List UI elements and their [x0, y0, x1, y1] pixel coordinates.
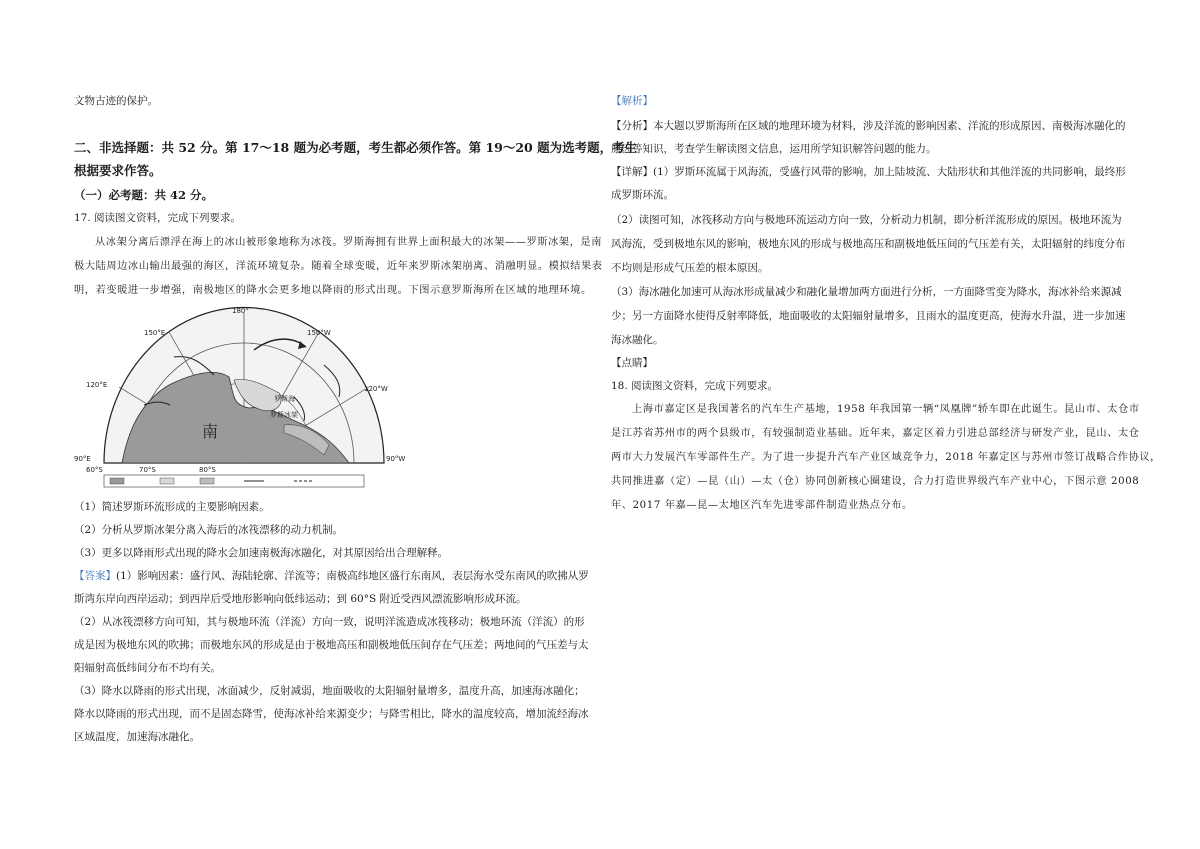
xiangjie-2-cont: 风海流，受到极地东风的影响，极地东风的形成与极地高压和副极地低压间的气压差有关，太阳辐射的纬度分布: [611, 238, 1126, 250]
question-17-1: （1）简述罗斯环流形成的主要影响因素。: [74, 501, 270, 513]
map-label-90w: 90°W: [386, 455, 406, 463]
xiangjie-2: （2）读图可知，冰筏移动方向与极地环流运动方向一致，分析动力机制，即分析洋流形成的原因。极地环流为: [611, 214, 1122, 226]
dianjing-tag: 【点睛】: [611, 357, 653, 369]
text-line: 文物古迹的保护。: [74, 95, 158, 107]
map-label-continent: 南: [202, 422, 219, 441]
analysis-tag: 【解析】: [611, 95, 653, 107]
map-label-120e: 120°E: [86, 381, 108, 389]
answer-3: （3）降水以降雨的形式出现，冰面减少，反射减弱，地面吸收的太阳辐射量增多，温度升高，加速海冰融化；: [74, 685, 585, 697]
answer-1-cont: 斯湾东岸向西岸运动；到西岸后受地形影响向低纬运动；到 60°S 附近受西风漂流影响形成环流。: [74, 593, 527, 605]
answer-3-cont: 区域温度，加速海冰融化。: [74, 731, 200, 743]
sub-title: （一）必考题：共 42 分。: [74, 188, 214, 202]
answer-2-cont: 成是因为极地东风的吹拂；而极地东风的形成是由于极地高压和副极地低压间存在气压差；两地间的气压差与太: [74, 639, 589, 651]
answer-2: （2）从冰筏漂移方向可知，其与极地环流（洋流）方向一致，说明洋流造成冰筏移动；极地环流（洋流）的形: [74, 616, 585, 628]
antarctic-map: [74, 305, 406, 491]
question-17-intro: 17. 阅读图文资料，完成下列要求。: [74, 212, 242, 224]
question-18-text: 上海市嘉定区是我国著名的汽车生产基地，1958 年我国第一辆“凤凰牌”轿车即在此诞生。昆山市、太仓市: [632, 404, 1140, 415]
question-17-2: （2）分析从罗斯冰架分离入海后的冰筏漂移的动力机制。: [74, 524, 344, 536]
section-title-cont: 根据要求作答。: [74, 163, 162, 178]
question-18-text: 两市大力发展汽车零部件生产。为了进一步提升汽车产业区域竞争力，2018 年嘉定区与苏州市签订战略合作协议，: [611, 452, 1161, 463]
question-17-3: （3）更多以降雨形式出现的降水会加速南极海冰融化，对其原因给出合理解释。: [74, 547, 449, 559]
map-figure: [74, 305, 406, 491]
map-label-70s: 70°S: [139, 466, 156, 474]
map-label-ross-sea: 罗斯海: [274, 395, 295, 403]
xiangjie-1-cont: 成罗斯环流。: [611, 189, 674, 201]
question-17-text: 极大陆周边冰山输出最强的海区，洋流环境复杂。随着全球变暖，近年来罗斯冰架崩离、消融明显。模拟结果表: [74, 261, 603, 272]
answer-3-cont: 降水以降雨的形式出现，而不是固态降雪，使海冰补给来源变少；与降雪相比，降水的温度较高，增加流经海冰: [74, 708, 589, 720]
xiangjie-2-cont: 不均则是形成气压差的根本原因。: [611, 262, 769, 274]
map-label-150w: 150°W: [307, 329, 331, 337]
answer-1: 【答案】(1）影响因素：盛行风、海陆轮廓、洋流等；南极高纬地区盛行东南风，表层海水受东南风的吹拂从罗: [74, 570, 589, 582]
question-18-text: 共同推进嘉（定）—昆（山）—太（仓）协同创新核心圈建设，合力打造世界级汽车产业中心，下图示意 2008: [611, 476, 1140, 487]
question-17-text: 明，若变暖进一步增强，南极地区的降水会更多地以降雨的形式出现。下图示意罗斯海所在区域的地理环境。: [74, 285, 592, 296]
map-label-60s: 60°S: [86, 466, 103, 474]
question-18-intro: 18. 阅读图文资料，完成下列要求。: [611, 380, 779, 392]
map-label-120w: 120°W: [364, 385, 388, 393]
question-17-text: 从冰架分离后漂浮在海上的冰山被形象地称为冰筏。罗斯海拥有世界上面积最大的冰架——罗斯冰架，是南: [95, 237, 603, 248]
answer-2-cont: 阳辐射高低纬间分布不均有关。: [74, 662, 221, 674]
map-label-90e: 90°E: [74, 455, 91, 463]
question-18-text: 年、2017 年嘉—昆—太地区汽车先进零部件制造业热点分布。: [611, 500, 913, 511]
xiangjie-1: 【详解】(1）罗斯环流属于风海流，受盛行风带的影响，加上陆坡流、大陆形状和其他洋流的共同影响，最终形: [611, 166, 1126, 178]
question-18-text: 是江苏省苏州市的两个县级市，有较强制造业基础。近年来，嘉定区着力引进总部经济与研发产业，昆山、太仓: [611, 428, 1140, 439]
map-label-80s: 80°S: [199, 466, 216, 474]
xiangjie-3-cont: 海冰融化。: [611, 334, 664, 346]
fenxi-cont: 原因等知识，考查学生解读图文信息，运用所学知识解答问题的能力。: [611, 143, 937, 155]
xiangjie-3: （3）海冰融化加速可从海冰形成量减少和融化量增加两方面进行分析，一方面降雪变为降水，海冰补给来源减: [611, 286, 1122, 298]
map-label-ross-ice: 罗斯冰架: [270, 411, 298, 419]
map-label-180: 180°: [232, 307, 249, 315]
map-label-150e: 150°E: [144, 329, 166, 337]
section-title: 二、非选择题：共 52 分。第 17～18 题为必考题，考生都必须作答。第 19～20 题为选考题，考生: [74, 140, 638, 155]
fenxi: 【分析】本大题以罗斯海所在区域的地理环境为材料，涉及洋流的影响因素、洋流的形成原因、南极海冰融化的: [611, 120, 1126, 132]
xiangjie-3-cont: 少；另一方面降水使得反射率降低，地面吸收的太阳辐射量增多，且雨水的温度更高，使海水升温，进一步加速: [611, 310, 1126, 322]
answer-tag: 【答案】: [74, 570, 116, 582]
map-legend: [104, 475, 364, 487]
